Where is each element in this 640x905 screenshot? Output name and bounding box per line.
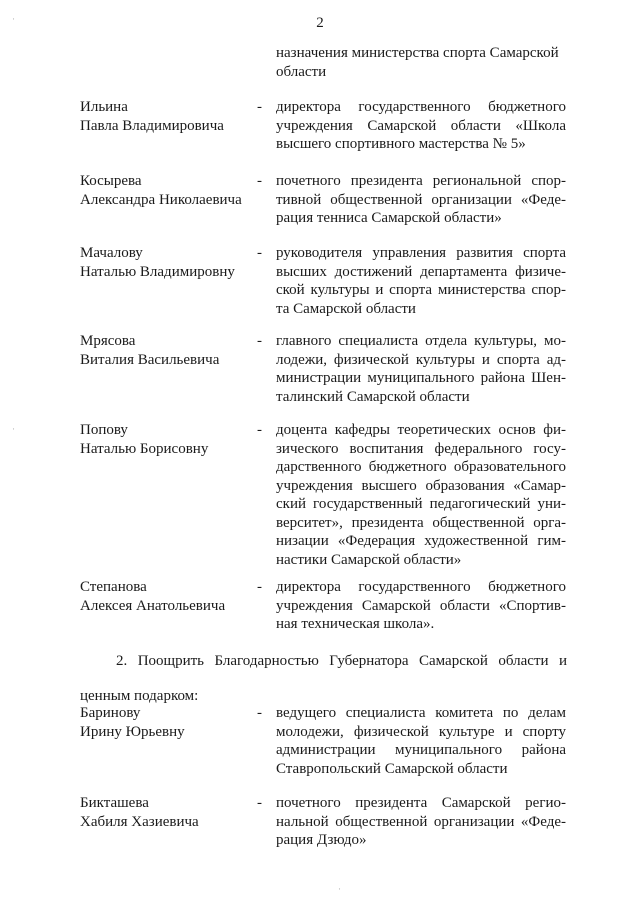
person-position [276, 98, 566, 154]
person-name [80, 704, 255, 741]
person-given-name: Наталью Борисовну [80, 440, 209, 457]
dash-separator: - [257, 579, 262, 595]
dash-separator: - [257, 333, 262, 349]
position-line: главного специалиста отдела культуры, мо- [276, 333, 566, 349]
continuation-line: назначения министерства спорта Самарской [276, 45, 559, 61]
position-line: рация тенниса Самарской области» [276, 210, 502, 226]
position-line: тивной общественной организации «Феде- [276, 191, 566, 208]
person-name [80, 794, 255, 831]
person-given-name: Хабиля Хазиевича [80, 813, 199, 830]
person-name [80, 332, 255, 369]
position-line: та Самарской области [276, 300, 416, 317]
position-line: учреждения Самарской области «Спортив- [276, 597, 566, 614]
position-line: директора государственного бюджетного [276, 579, 566, 595]
person-given-name: Наталью Владимировну [80, 263, 235, 280]
position-line: министрации муниципального района Шен- [276, 370, 566, 386]
page-number: 2 [316, 15, 324, 31]
person-given-name: Павла Владимировича [80, 117, 224, 134]
person-surname: Степанова [80, 579, 147, 595]
position-line: дарственного бюджетного образовательного [276, 459, 566, 475]
position-line: ная техническая школа». [276, 616, 435, 632]
person-surname: Бикташева [80, 795, 149, 811]
position-line: верситет», президента общественной орга- [276, 514, 566, 531]
position-line: Ставропольский Самарской области [276, 760, 508, 777]
position-line: учреждения высшего образования «Самар- [276, 477, 566, 494]
person-name [80, 172, 255, 209]
dash-separator: - [257, 99, 262, 115]
position-line: молодежи, физической культуре и спорту [276, 723, 566, 740]
person-position [276, 421, 566, 569]
position-line: настики Самарской области» [276, 551, 462, 568]
position-line: рация Дзюдо» [276, 832, 367, 848]
person-given-name: Александра Николаевича [80, 191, 242, 208]
position-line: администрации муниципального района [276, 742, 566, 758]
position-line: ской культуры и спорта министерства спор- [276, 282, 566, 298]
person-position [276, 172, 566, 228]
position-line: почетного президента Самарской регио- [276, 795, 566, 811]
person-surname: Ильина [80, 99, 128, 115]
person-given-name: Алексея Анатольевича [80, 597, 226, 614]
scan-mark: · [12, 424, 15, 434]
person-given-name: Ирину Юрьевну [80, 723, 185, 740]
dash-separator: - [257, 705, 262, 721]
person-position [276, 244, 566, 318]
person-position [276, 332, 566, 406]
position-line: почетного президента региональной спор- [276, 173, 566, 189]
position-line: директора государственного бюджетного [276, 99, 566, 115]
position-line: высших достижений департамента физиче- [276, 263, 566, 280]
dash-separator: - [257, 245, 262, 261]
person-position [276, 794, 566, 850]
continuation-text [276, 44, 566, 81]
scan-mark: · [12, 14, 15, 24]
dash-separator: - [257, 795, 262, 811]
person-surname: Мачалову [80, 245, 143, 261]
position-line: ский государственный педагогический уни- [276, 496, 566, 512]
person-surname: Попову [80, 422, 128, 438]
continuation-line: области [276, 63, 327, 80]
position-line: талинский Самарской области [276, 388, 470, 405]
position-line: руководителя управления развития спорта [276, 245, 566, 261]
person-given-name: Виталия Васильевича [80, 351, 220, 368]
dash-separator: - [257, 422, 262, 438]
person-name [80, 421, 255, 458]
position-line: нальной общественной организации «Феде- [276, 813, 566, 830]
position-line: учреждения Самарской области «Школа [276, 117, 566, 134]
scan-mark: · [338, 884, 341, 894]
dash-separator: - [257, 173, 262, 189]
position-line: зического воспитания федерального госу- [276, 440, 566, 457]
person-name [80, 578, 255, 615]
person-surname: Баринову [80, 705, 141, 721]
position-line: доцента кафедры теоретических основ фи- [276, 422, 566, 438]
person-surname: Мрясова [80, 333, 136, 349]
position-line: низации «Федерация художественной гим- [276, 533, 566, 549]
person-name [80, 244, 255, 281]
person-name [80, 98, 255, 135]
person-position [276, 578, 566, 634]
position-line: лодежи, физической культуры и спорта ад- [276, 351, 566, 368]
person-surname: Косырева [80, 173, 142, 189]
position-line: высшего спортивного мастерства № 5» [276, 136, 526, 152]
paragraph-2-line-1: 2. Поощрить Благодарностью Губернатора Самарской области и [116, 653, 567, 669]
person-position [276, 704, 566, 778]
position-line: ведущего специалиста комитета по делам [276, 705, 566, 721]
paragraph-2 [80, 652, 567, 705]
paragraph-2-line-2: ценным подарком: [80, 687, 199, 704]
